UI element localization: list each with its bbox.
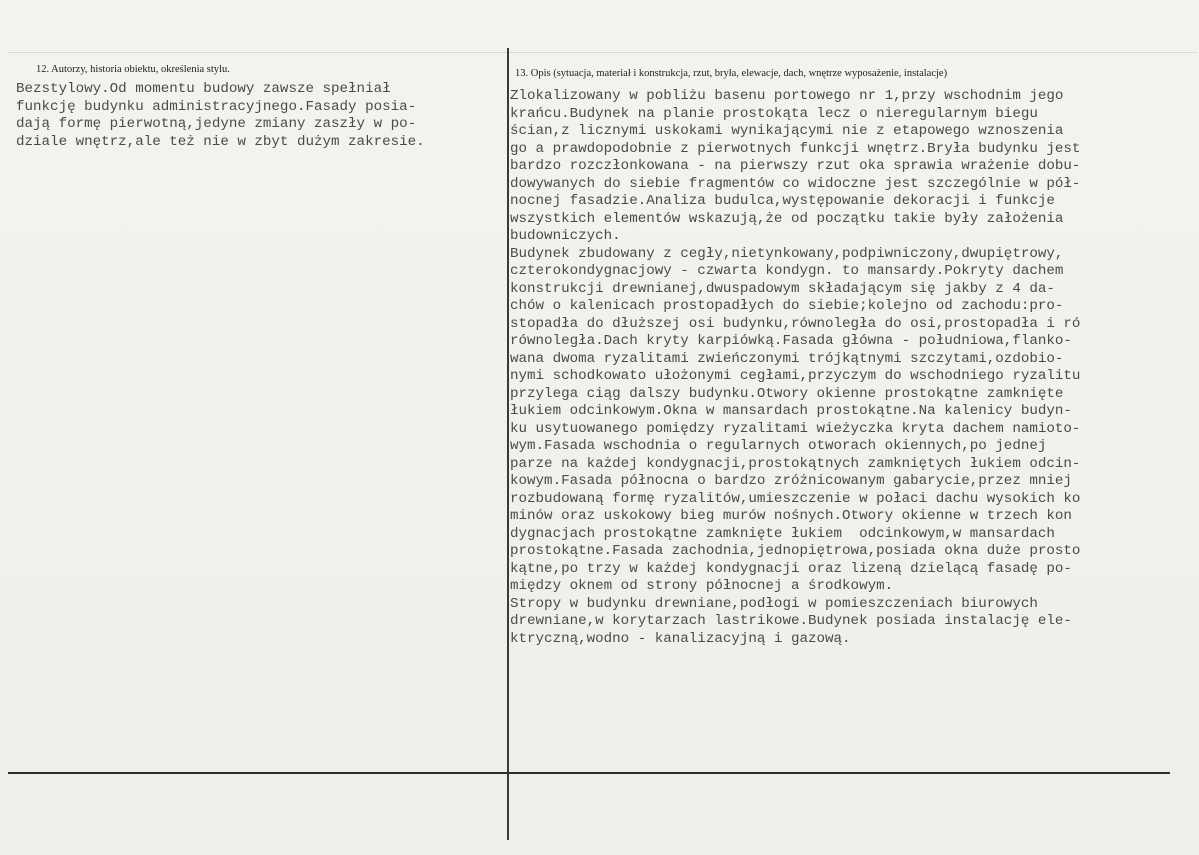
text-line: wym.Fasada wschodnia o regularnych otworach okiennych,po jednej [510,438,1047,454]
text-line: funkcję budynku administracyjnego.Fasady posia- [16,98,417,115]
text-line: minów oraz uskokowy bieg murów nośnych.Otwory okienne w trzech kon [510,508,1072,524]
text-line: Zlokalizowany w pobliżu basenu portowego nr 1,przy wschodnim jego [510,88,1064,104]
text-line: budowniczych. [510,228,621,244]
text-line: Budynek zbudowany z cegły,nietynkowany,podpiwniczony,dwupiętrowy, [510,245,1064,262]
text-line: stopadła do dłuższej osi budynku,równoległa do osi,prostopadła i ró [510,315,1081,332]
text-line: krańcu.Budynek na planie prostokąta lecz o nieregularnym biegu [510,105,1038,122]
text-line: kątne,po trzy w każdej kondygnacji oraz lizeną dzielącą fasadę po- [510,560,1072,577]
field-13-text [510,88,1080,648]
text-line: chów o kalenicach prostopadłych do siebie;kolejno od zachodu:pro- [510,298,1064,314]
text-line: konstrukcji drewnianej,dwuspadowym składającym się jakby z 4 da- [510,280,1055,297]
field-12-label: 12. Autorzy, historia obiektu, określenia stylu. [36,64,230,75]
text-line: nymi schodkowato ułożonymi cegłami,przyczym do wschodniego ryzalitu [510,368,1081,384]
text-line: wszystkich elementów wskazują,że od początku takie były założenia [510,210,1064,227]
text-line: bardzo rozczłonkowana - na pierwszy rzut oka sprawia wrażenie dobu- [510,158,1081,174]
text-line: czterokondygnacjowy - czwarta kondygn. to mansardy.Pokryty dachem [510,263,1064,279]
text-line: Bezstylowy.Od momentu budowy zawsze spełniał [16,81,391,97]
column-divider [507,48,509,840]
text-line: dygnacjach prostokątne zamknięte łukiem odcinkowym,w mansardach [510,525,1055,542]
header-rule [8,52,1197,53]
text-line: dziale wnętrz,ale też nie w zbyt dużym zakresie. [16,133,425,150]
text-line: drewniane,w korytarzach lastrikowe.Budynek posiada instalację ele- [510,613,1072,629]
text-line: parze na każdej kondygnacji,prostokątnych zamkniętych łukiem odcin- [510,455,1081,472]
text-line: ścian,z licznymi uskokami wynikającymi nie z etapowego wznoszenia [510,123,1064,139]
text-line: rozbudowaną formę ryzalitów,umieszczenie w połaci dachu wysokich ko [510,490,1081,507]
text-line: dają formę pierwotną,jedyne zmiany zaszły w po- [16,116,417,132]
text-line: między oknem od strony północnej a środkowym. [510,578,894,594]
text-line: Stropy w budynku drewniane,podłogi w pomieszczeniach biurowych [510,595,1038,612]
text-line: dowywanych do siebie fragmentów co widoczne jest szczególnie w pół- [510,175,1081,192]
text-line: przylega ciąg dalszy budynku.Otwory okienne prostokątne zamknięte [510,385,1064,402]
text-line: kowym.Fasada północna o bardzo zróżnicowanym gabarycie,przez mniej [510,473,1072,489]
text-line: nocnej fasadzie.Analiza budulca,występowanie dekoracji i funkcje [510,193,1055,209]
text-line: prostokątne.Fasada zachodnia,jednopiętrowa,posiada okna duże prosto [510,543,1081,559]
text-line: łukiem odcinkowym.Okna w mansardach prostokątne.Na kalenicy budyn- [510,403,1072,419]
bottom-rule [8,772,1170,774]
text-line: równoległa.Dach kryty karpiówką.Fasada główna - południowa,flanko- [510,333,1072,349]
text-line: ktryczną,wodno - kanalizacyjną i gazową. [510,630,851,647]
field-12-text [16,81,425,151]
text-line: go a prawdopodobnie z pierwotnych funkcji wnętrz.Bryła budynku jest [510,140,1081,157]
text-line: wana dwoma ryzalitami zwieńczonymi trójkątnymi szczytami,ozdobio- [510,350,1064,367]
text-line: ku usytuowanego pomiędzy ryzalitami wieżyczka kryta dachem namioto- [510,420,1081,437]
field-13-label: 13. Opis (sytuacja, materiał i konstrukcja, rzut, bryła, elewacje, dach, wnętrze wyposażenie, instalacje) [515,68,948,79]
